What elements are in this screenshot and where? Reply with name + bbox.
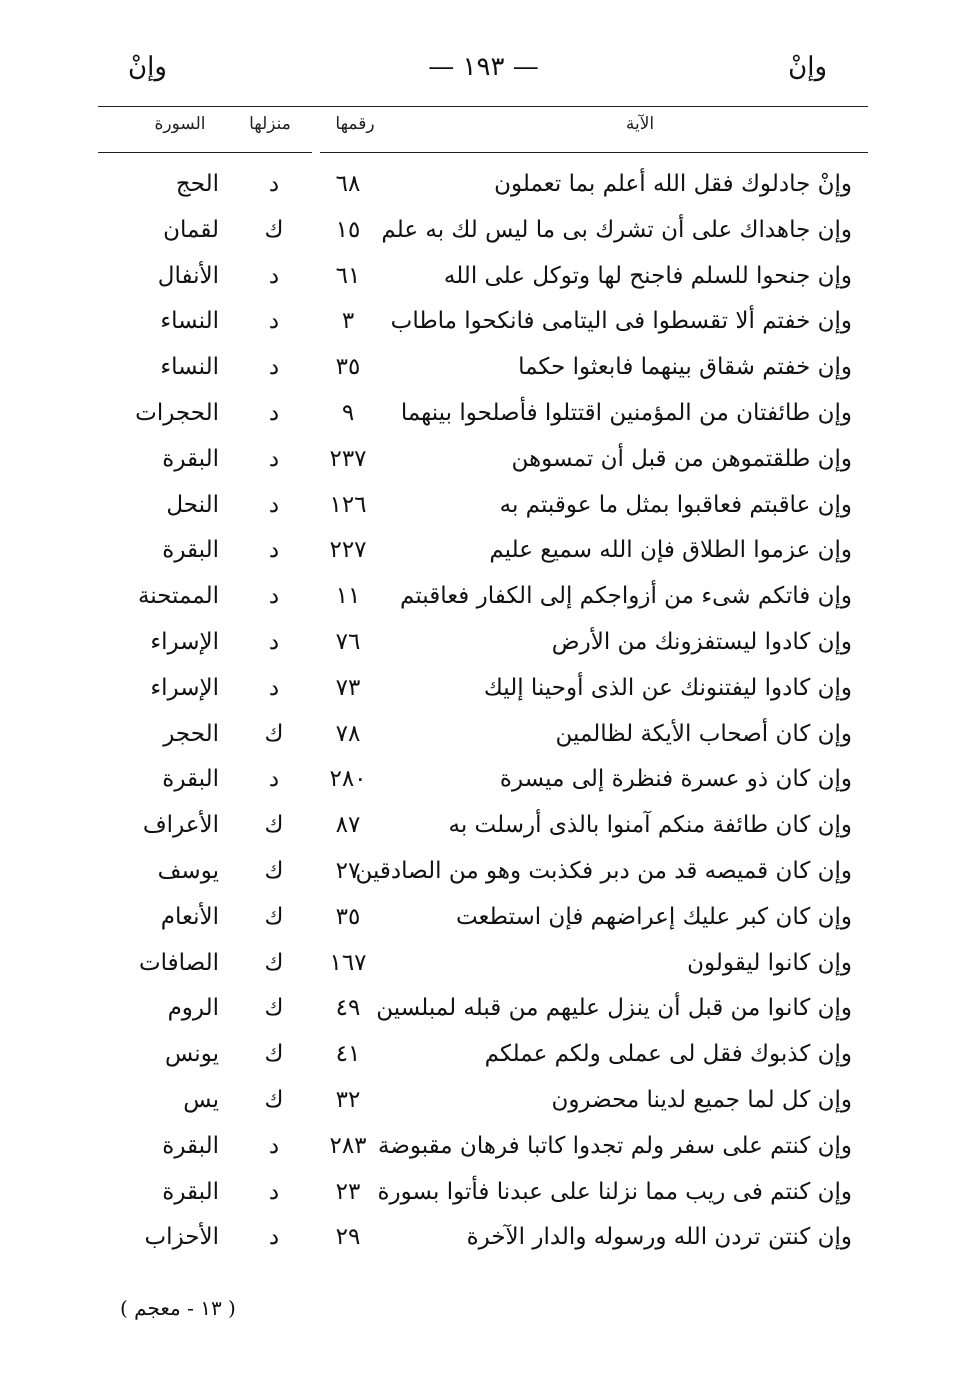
aya-text: وإن كانوا من قبل أن ينزل عليهم من قبله لمبلسين	[376, 995, 852, 1022]
aya-text: وإنْ جادلوك فقل الله أعلم بما تعملون	[494, 171, 852, 197]
revelation-place: د	[268, 308, 280, 335]
revelation-place: د	[268, 583, 280, 610]
surah-name: البقرة	[162, 1132, 219, 1159]
revelation-place: ك	[264, 995, 284, 1022]
surah-name: البقرة	[162, 1178, 219, 1205]
header-right-word: وإنْ	[788, 52, 827, 82]
surah-name: البقرة	[162, 766, 219, 793]
index-table	[0, 165, 967, 1264]
aya-number: ٣	[341, 308, 355, 335]
surah-name: الممتحنة	[137, 583, 219, 610]
table-row	[0, 302, 967, 348]
aya-number: ٨٧	[335, 812, 361, 839]
revelation-place: د	[268, 674, 280, 701]
aya-text: وإن كل لما جميع لدينا محضرون	[551, 1086, 852, 1113]
aya-number: ٢٧	[335, 857, 361, 884]
aya-number: ٤٩	[335, 995, 361, 1022]
table-row	[0, 1173, 967, 1219]
aya-number: ١٥	[335, 216, 361, 243]
surah-name: الإسراء	[150, 628, 219, 655]
table-row	[0, 989, 967, 1035]
revelation-place: د	[268, 262, 280, 289]
revelation-place: د	[268, 171, 280, 197]
surah-name: يس	[183, 1086, 219, 1113]
surah-name: الأحزاب	[144, 1224, 219, 1251]
page-header	[0, 52, 967, 102]
surah-name: الحجرات	[135, 399, 219, 426]
aya-number: ٩	[341, 399, 355, 426]
header-rule	[98, 106, 868, 107]
revelation-place: ك	[264, 949, 284, 976]
revelation-place: ك	[264, 1086, 284, 1113]
aya-text: وإن كانوا ليقولون	[687, 949, 852, 976]
aya-text: وإن طائفتان من المؤمنين اقتتلوا فأصلحوا بينهما	[400, 399, 852, 426]
aya-text: وإن كان كبر عليك إعراضهم فإن استطعت	[455, 903, 852, 930]
aya-number: ٢٣	[335, 1178, 361, 1205]
aya-text: وإن كادوا ليفتنونك عن الذى أوحينا إليك	[483, 674, 852, 701]
revelation-place: ك	[264, 812, 284, 839]
aya-text: وإن خفتم شقاق بينهما فابعثوا حكما	[518, 354, 852, 381]
footer-signature: ( ١٣ - معجم )	[120, 1296, 236, 1320]
surah-name: الحج	[175, 171, 219, 197]
aya-number: ٣٥	[335, 354, 361, 381]
aya-number: ٢٨٣	[329, 1132, 367, 1159]
aya-text: وإن كان قميصه قد من دبر فكذبت وهو من الصادقين	[355, 857, 852, 884]
aya-text: وإن كنتم فى ريب مما نزلنا على عبدنا فأتوا بسورة	[377, 1178, 852, 1205]
surah-name: البقرة	[162, 445, 219, 472]
aya-number: ٧٨	[335, 720, 361, 747]
aya-text: وإن كذبوك فقل لى عملى ولكم عملكم	[484, 1041, 852, 1068]
table-row	[0, 440, 967, 486]
table-row	[0, 852, 967, 898]
aya-number: ١٦٧	[329, 949, 367, 976]
aya-text: وإن كان طائفة منكم آمنوا بالذى أرسلت به	[448, 812, 852, 839]
aya-text: وإن خفتم ألا تقسطوا فى اليتامى فانكحوا ماطاب	[390, 308, 852, 335]
column-header-surah: السورة	[154, 114, 206, 134]
surah-name: البقرة	[162, 537, 219, 564]
revelation-place: د	[268, 1178, 280, 1205]
revelation-place: د	[268, 1224, 280, 1251]
revelation-place: د	[268, 537, 280, 564]
table-row	[0, 211, 967, 257]
surah-name: الصافات	[138, 949, 219, 976]
revelation-place: د	[268, 491, 280, 518]
aya-text: وإن كادوا ليستفزونك من الأرض	[551, 628, 852, 655]
table-row	[0, 1127, 967, 1173]
table-row	[0, 1081, 967, 1127]
table-row	[0, 165, 967, 211]
aya-text: وإن طلقتموهن من قبل أن تمسوهن	[511, 445, 852, 472]
revelation-place: د	[268, 399, 280, 426]
revelation-place: ك	[264, 216, 284, 243]
table-row	[0, 577, 967, 623]
revelation-place: د	[268, 1132, 280, 1159]
aya-text: وإن عاقبتم فعاقبوا بمثل ما عوقبتم به	[499, 491, 852, 518]
surah-name: الروم	[167, 995, 219, 1022]
surah-name: يوسف	[157, 857, 219, 884]
table-row	[0, 898, 967, 944]
aya-text: وإن كنتم على سفر ولم تجدوا كاتبا فرهان مقبوضة	[377, 1132, 852, 1159]
column-header-place: منزلها	[249, 114, 291, 134]
table-row	[0, 669, 967, 715]
aya-number: ٧٦	[335, 628, 361, 655]
aya-text: وإن فاتكم شىء من أزواجكم إلى الكفار فعاقبتم	[400, 583, 852, 610]
aya-number: ١٢٦	[329, 491, 367, 518]
column-header-number: رقمها	[335, 114, 375, 134]
aya-number: ١١	[335, 583, 361, 610]
revelation-place: ك	[264, 857, 284, 884]
revelation-place: ك	[264, 1041, 284, 1068]
table-row	[0, 394, 967, 440]
column-header-aya: الآية	[625, 114, 655, 134]
revelation-place: د	[268, 445, 280, 472]
aya-number: ٦٨	[335, 171, 361, 197]
aya-number: ٢٣٧	[329, 445, 367, 472]
aya-number: ٧٣	[335, 674, 361, 701]
table-row	[0, 348, 967, 394]
aya-number: ٦١	[335, 262, 361, 289]
revelation-place: ك	[264, 720, 284, 747]
revelation-place: د	[268, 766, 280, 793]
aya-text: وإن جنحوا للسلم فاجنح لها وتوكل على الله	[443, 262, 852, 289]
table-row	[0, 1035, 967, 1081]
surah-name: الحجر	[163, 720, 219, 747]
surah-name: الأعراف	[142, 812, 219, 839]
surah-name: النساء	[160, 308, 219, 335]
aya-number: ٢٨٠	[329, 766, 367, 793]
surah-name: لقمان	[163, 216, 219, 243]
table-row	[0, 257, 967, 303]
revelation-place: ك	[264, 903, 284, 930]
aya-number: ٢٢٧	[329, 537, 367, 564]
table-row	[0, 760, 967, 806]
page-number: — ١٩٣ —	[428, 52, 539, 82]
table-row	[0, 944, 967, 990]
aya-number: ٢٩	[335, 1224, 361, 1251]
aya-number: ٤١	[335, 1041, 361, 1068]
surah-name: النساء	[160, 354, 219, 381]
aya-text: وإن عزموا الطلاق فإن الله سميع عليم	[489, 537, 852, 564]
column-header-rule-right	[320, 152, 868, 153]
surah-name: الأنفال	[157, 262, 219, 289]
surah-name: النحل	[166, 491, 219, 518]
table-row	[0, 486, 967, 532]
aya-text: وإن كنتن تردن الله ورسوله والدار الآخرة	[466, 1224, 852, 1251]
aya-text: وإن كان أصحاب الأيكة لظالمين	[555, 720, 852, 747]
aya-number: ٣٥	[335, 903, 361, 930]
aya-text: وإن جاهداك على أن تشرك بى ما ليس لك به علم	[381, 216, 852, 243]
column-header-rule-left	[98, 152, 312, 153]
aya-text: وإن كان ذو عسرة فنظرة إلى ميسرة	[499, 766, 852, 793]
aya-number: ٣٢	[335, 1086, 361, 1113]
surah-name: الأنعام	[160, 903, 219, 930]
surah-name: الإسراء	[150, 674, 219, 701]
header-left-word: وإنْ	[128, 52, 167, 82]
table-row	[0, 531, 967, 577]
table-row	[0, 715, 967, 761]
table-row	[0, 623, 967, 669]
revelation-place: د	[268, 354, 280, 381]
table-row	[0, 1218, 967, 1264]
surah-name: يونس	[164, 1041, 219, 1068]
table-row	[0, 806, 967, 852]
revelation-place: د	[268, 628, 280, 655]
